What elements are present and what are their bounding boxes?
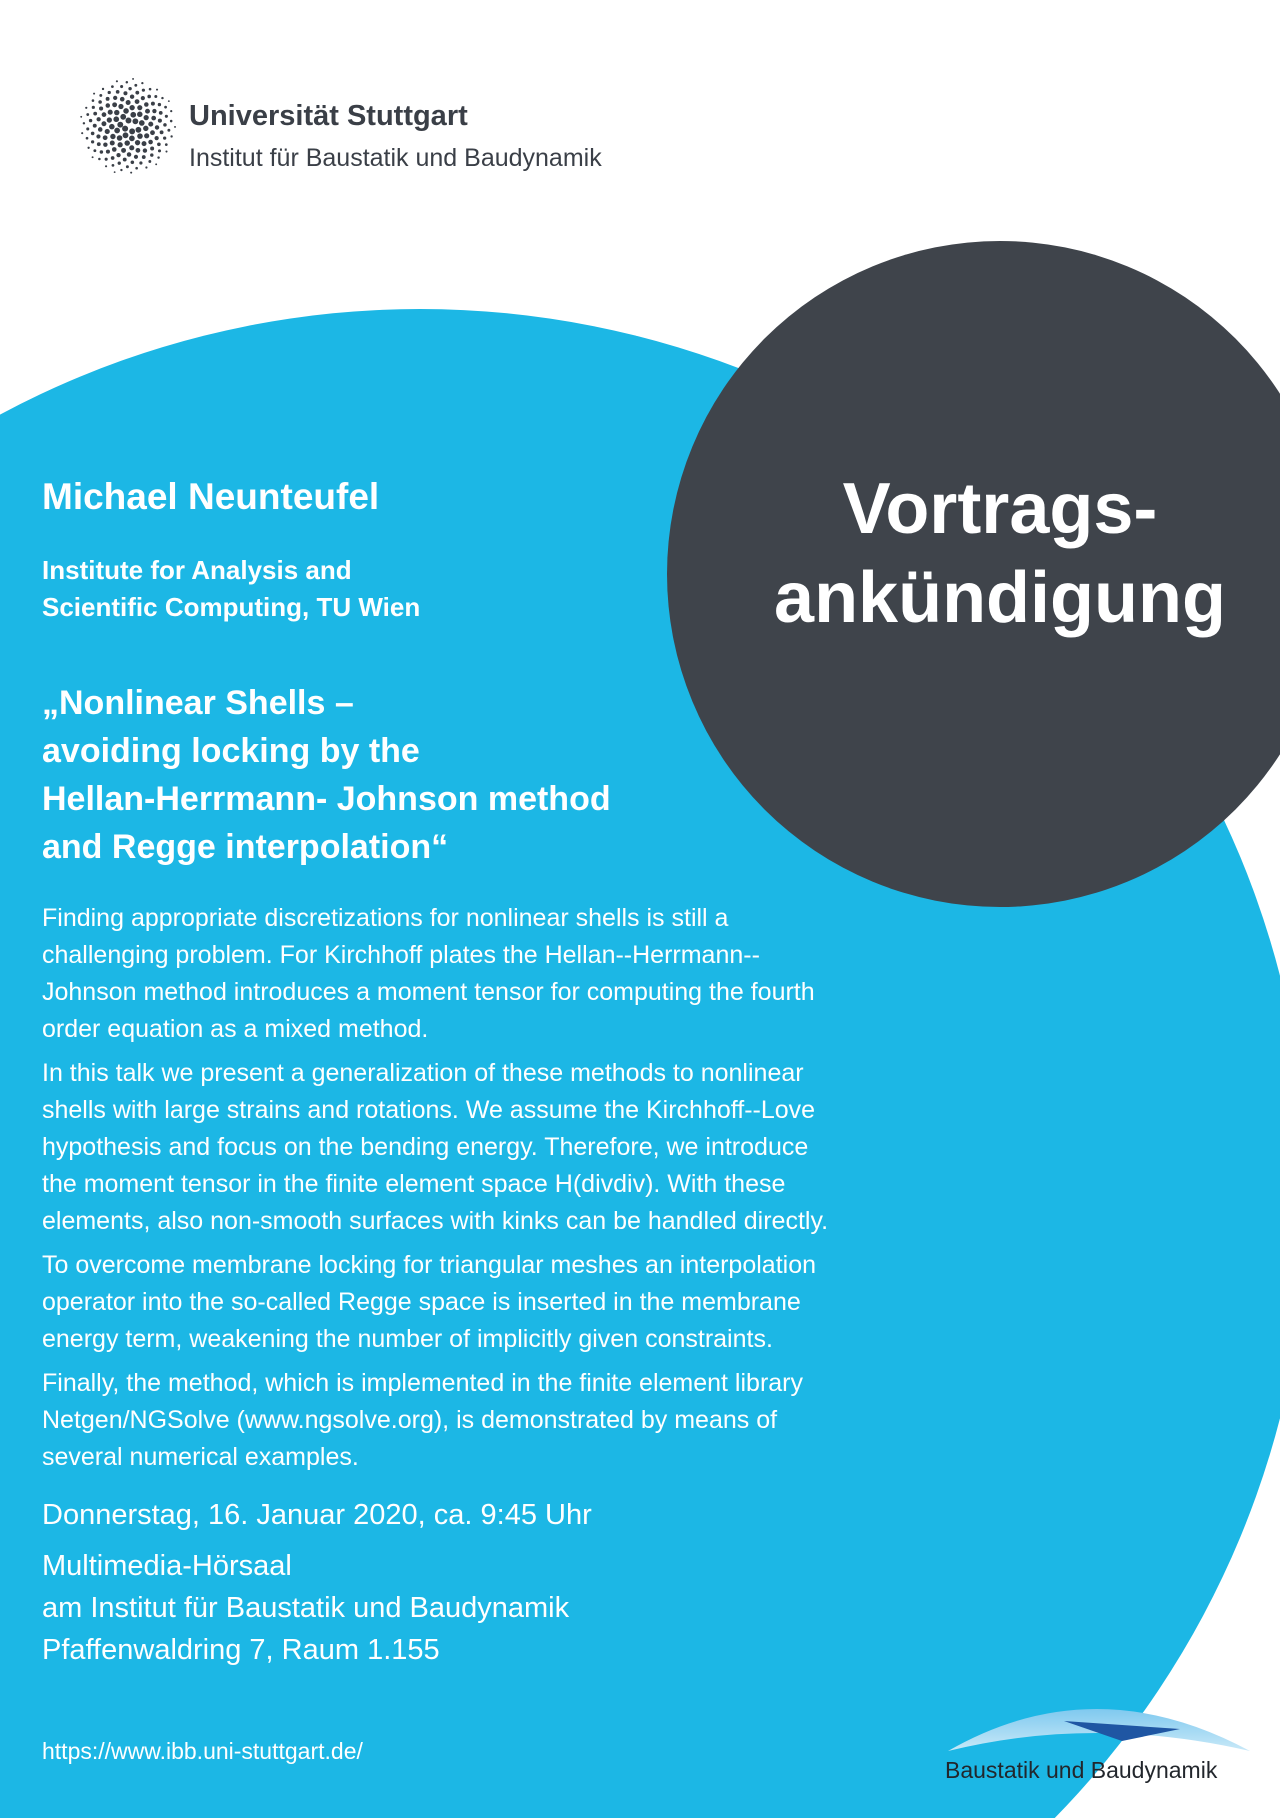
logo-dot xyxy=(114,128,120,134)
logo-dot xyxy=(158,149,161,152)
logo-dot xyxy=(99,94,102,97)
logo-dot xyxy=(111,85,114,88)
logo-dot xyxy=(123,91,127,95)
logo-dot xyxy=(126,100,131,105)
logo-dot xyxy=(97,142,101,146)
logo-dot xyxy=(87,147,89,149)
logo-dot xyxy=(144,115,149,120)
logo-dot xyxy=(123,158,127,162)
logo-dot xyxy=(102,112,107,117)
logo-dot xyxy=(107,117,112,122)
logo-dot xyxy=(116,90,120,94)
speaker-name: Michael Neunteufel xyxy=(42,476,380,517)
logo-dot xyxy=(161,97,163,99)
logo-dot xyxy=(124,140,129,145)
logo-dot xyxy=(147,95,151,99)
arc-bridge-logo-icon xyxy=(944,1685,1254,1755)
logo-dot xyxy=(155,136,159,140)
logo-dot xyxy=(93,112,97,116)
abstract-line: Finding appropriate discretizations for nonlinear shells is still a xyxy=(42,904,729,932)
dot-sunflower-logo-icon xyxy=(78,76,178,176)
logo-dot xyxy=(120,169,122,171)
announcement-heading xyxy=(730,465,1270,643)
affiliation-line: Scientific Computing, TU Wien xyxy=(42,592,421,622)
abstract-paragraph xyxy=(42,1247,1022,1358)
logo-dot xyxy=(108,91,111,94)
logo-dot xyxy=(164,106,167,109)
abstract-line: In this talk we present a generalization of these methods to nonlinear xyxy=(42,1059,804,1087)
logo-dot xyxy=(130,172,132,174)
logo-dot xyxy=(92,99,95,102)
logo-dot xyxy=(148,160,151,163)
logo-dot xyxy=(132,78,134,80)
abstract-line: elements, also non-smooth surfaces with kinks can be handled directly. xyxy=(42,1207,829,1235)
logo-dot xyxy=(118,162,121,165)
logo-dot xyxy=(135,140,140,145)
logo-dot xyxy=(98,158,101,161)
logo-dot xyxy=(123,132,129,138)
logo-dot xyxy=(145,109,150,114)
logo-dot xyxy=(101,121,106,126)
logo-dot xyxy=(141,96,145,100)
logo-dot xyxy=(129,128,135,134)
logo-dot xyxy=(112,164,115,167)
logo-dot xyxy=(150,147,154,151)
logo-dot xyxy=(150,153,153,156)
logo-dot xyxy=(170,120,173,123)
logo-dot xyxy=(135,91,139,95)
logo-dot xyxy=(105,158,108,161)
location-line: Multimedia-Hörsaal xyxy=(42,1550,292,1582)
department-logo-text: Baustatik und Baudynamik xyxy=(945,1757,1218,1783)
logo-dot xyxy=(117,135,123,141)
logo-dot xyxy=(155,163,157,165)
logo-dot xyxy=(137,112,143,118)
logo-dot xyxy=(142,155,146,159)
logo-dot xyxy=(106,150,110,154)
logo-dot xyxy=(168,100,170,102)
abstract-line: energy term, weakening the number of implicitly given constraints. xyxy=(42,1325,773,1353)
logo-dot xyxy=(91,132,95,136)
logo-dot xyxy=(167,129,170,132)
abstract-line: the moment tensor in the finite element space H(divdiv). With these xyxy=(42,1170,786,1198)
logo-dot xyxy=(126,81,129,84)
logo-dot xyxy=(137,105,142,110)
speaker-affiliation xyxy=(42,552,420,626)
abstract-paragraph xyxy=(42,900,1022,1048)
location-line: Pfaffenwaldring 7, Raum 1.155 xyxy=(42,1634,440,1666)
location-line: am Institut für Baustatik und Baudynamik xyxy=(42,1592,570,1624)
abstract-line: To overcome membrane locking for triangular meshes an interpolation xyxy=(42,1251,816,1279)
event-info xyxy=(42,1494,592,1671)
event-datetime: Donnerstag, 16. Januar 2020, ca. 9:45 Uhr xyxy=(42,1499,592,1531)
logo-dot xyxy=(142,141,147,146)
logo-dot xyxy=(132,118,138,124)
logo-dot xyxy=(99,106,103,110)
logo-dot xyxy=(103,135,108,140)
logo-dot xyxy=(158,103,161,106)
logo-dot xyxy=(155,125,159,129)
logo-dot xyxy=(118,142,123,147)
logo-dot xyxy=(106,97,110,101)
logo-dot xyxy=(157,156,159,158)
logo-dot xyxy=(151,116,156,121)
university-name: Universität Stuttgart xyxy=(189,100,468,132)
abstract-line: order equation as a mixed method. xyxy=(42,1015,429,1043)
logo-dot xyxy=(85,107,87,109)
logo-dot xyxy=(103,142,107,146)
logo-dot xyxy=(137,133,143,139)
logo-dot xyxy=(120,114,126,120)
logo-dot xyxy=(83,122,85,124)
logo-dot xyxy=(113,116,119,122)
logo-dot xyxy=(134,84,137,87)
logo-dot xyxy=(156,89,158,91)
abstract-line: Finally, the method, which is implemented in the finite element library xyxy=(42,1369,803,1397)
talk-title-line: Hellan-Herrmann- Johnson method xyxy=(42,780,611,818)
logo-dot xyxy=(120,97,125,102)
abstract-line: Netgen/NGSolve (www.ngsolve.org), is demonstrated by means of xyxy=(42,1406,778,1434)
logo-dot xyxy=(130,112,136,118)
logo-dot xyxy=(143,126,148,131)
logo-dot xyxy=(165,151,167,153)
logo-dot xyxy=(105,165,107,167)
logo-dot xyxy=(148,122,153,127)
logo-dot xyxy=(117,122,123,128)
logo-dot xyxy=(121,148,126,153)
logo-dot xyxy=(123,108,129,114)
logo-dot xyxy=(136,127,142,133)
logo-dot xyxy=(139,120,145,126)
logo-dot xyxy=(126,165,129,168)
logo-dot xyxy=(114,110,119,115)
logo-dot xyxy=(130,94,134,98)
logo-dot xyxy=(86,127,89,130)
logo-dot xyxy=(96,134,100,138)
abstract-line: hypothesis and focus on the bending energy. Therefore, we introduce xyxy=(42,1133,809,1161)
abstract-paragraph xyxy=(42,1365,1022,1476)
logo-dot xyxy=(106,103,110,107)
announcement-line: ankündigung xyxy=(774,558,1226,638)
logo-dot xyxy=(122,126,128,132)
logo-dot xyxy=(108,110,113,115)
logo-dot xyxy=(81,132,83,134)
logo-dot xyxy=(98,127,103,132)
abstract-line: operator into the so-called Regge space is inserted in the membrane xyxy=(42,1288,801,1316)
logo-dot xyxy=(92,156,94,158)
logo-dot xyxy=(174,126,176,128)
logo-dot xyxy=(93,93,95,95)
logo-dot xyxy=(135,99,140,104)
logo-dot xyxy=(116,80,118,82)
logo-dot xyxy=(86,137,89,140)
logo-dot xyxy=(152,109,156,113)
logo-dot xyxy=(98,100,102,104)
talk-title xyxy=(42,679,611,871)
logo-dot xyxy=(111,156,115,160)
logo-dot xyxy=(105,129,110,134)
logo-dot xyxy=(170,110,172,112)
logo-dot xyxy=(163,123,167,127)
abstract-line: several numerical examples. xyxy=(42,1443,359,1471)
talk-title-line: „Nonlinear Shells – xyxy=(42,684,354,722)
logo-dot xyxy=(144,102,149,107)
logo-dot xyxy=(127,152,132,157)
logo-dot xyxy=(142,89,145,92)
logo-dot xyxy=(91,140,94,143)
logo-dot xyxy=(89,119,92,122)
logo-dot xyxy=(159,111,163,115)
logo-dot xyxy=(93,149,96,152)
logo-dot xyxy=(129,145,134,150)
logo-dot xyxy=(116,153,120,157)
abstract-line: shells with large strains and rotations. We assume the Kirchhoff--Love xyxy=(42,1096,816,1124)
logo-dot xyxy=(134,155,138,159)
logo-dot xyxy=(141,82,143,84)
logo-dot xyxy=(131,161,135,165)
logo-dot xyxy=(110,134,115,139)
logo-dot xyxy=(80,116,82,118)
logo-dot xyxy=(93,124,97,128)
abstract-line: Johnson method introduces a moment tensor for computing the fourth xyxy=(42,978,815,1006)
event-location xyxy=(42,1545,592,1671)
logo-dot xyxy=(114,171,116,173)
logo-dot xyxy=(158,119,162,123)
logo-dot xyxy=(120,85,123,88)
logo-dot xyxy=(151,102,155,106)
logo-dot xyxy=(154,95,157,98)
institute-name: Institut für Baustatik und Baudynamik xyxy=(189,144,602,172)
logo-dot xyxy=(112,147,117,152)
logo-dot xyxy=(149,88,152,91)
abstract-line: challenging problem. For Kirchhoff plates the Hellan--Herrmann-- xyxy=(42,941,760,969)
logo-dot xyxy=(165,115,168,118)
talk-title-line: avoiding locking by the xyxy=(42,732,420,770)
talk-title-line: and Regge interpolation“ xyxy=(42,828,449,866)
affiliation-line: Institute for Analysis and xyxy=(42,555,352,585)
abstract-paragraph xyxy=(42,1055,1022,1240)
logo-dot xyxy=(92,106,95,109)
logo-dot xyxy=(170,135,172,137)
announcement-line: Vortrags- xyxy=(842,469,1158,549)
logo-dot xyxy=(96,117,100,121)
logo-dot xyxy=(100,150,103,153)
logo-dot xyxy=(144,133,149,138)
logo-dot xyxy=(148,140,153,145)
logo-dot xyxy=(113,96,117,100)
logo-dot xyxy=(110,141,115,146)
logo-dot xyxy=(160,130,164,134)
logo-dot xyxy=(126,118,132,124)
logo-dot xyxy=(118,104,123,109)
logo-dot xyxy=(143,148,147,152)
logo-dot xyxy=(145,166,147,168)
logo-dot xyxy=(135,167,138,170)
logo-dot xyxy=(129,136,135,142)
logo-dot xyxy=(157,142,161,146)
logo-dot xyxy=(150,130,155,135)
logo-dot xyxy=(102,88,104,90)
logo-dot xyxy=(129,105,134,110)
abstract xyxy=(42,900,1022,1483)
logo-dot xyxy=(163,136,166,139)
logo-dot xyxy=(128,87,131,90)
logo-dot xyxy=(139,161,142,164)
logo-dot xyxy=(112,102,117,107)
logo-dot xyxy=(136,148,141,153)
logo-dot xyxy=(86,113,89,116)
logo-dot xyxy=(165,143,168,146)
website-link[interactable]: https://www.ibb.uni-stuttgart.de/ xyxy=(42,1738,363,1764)
logo-dot xyxy=(109,124,115,130)
